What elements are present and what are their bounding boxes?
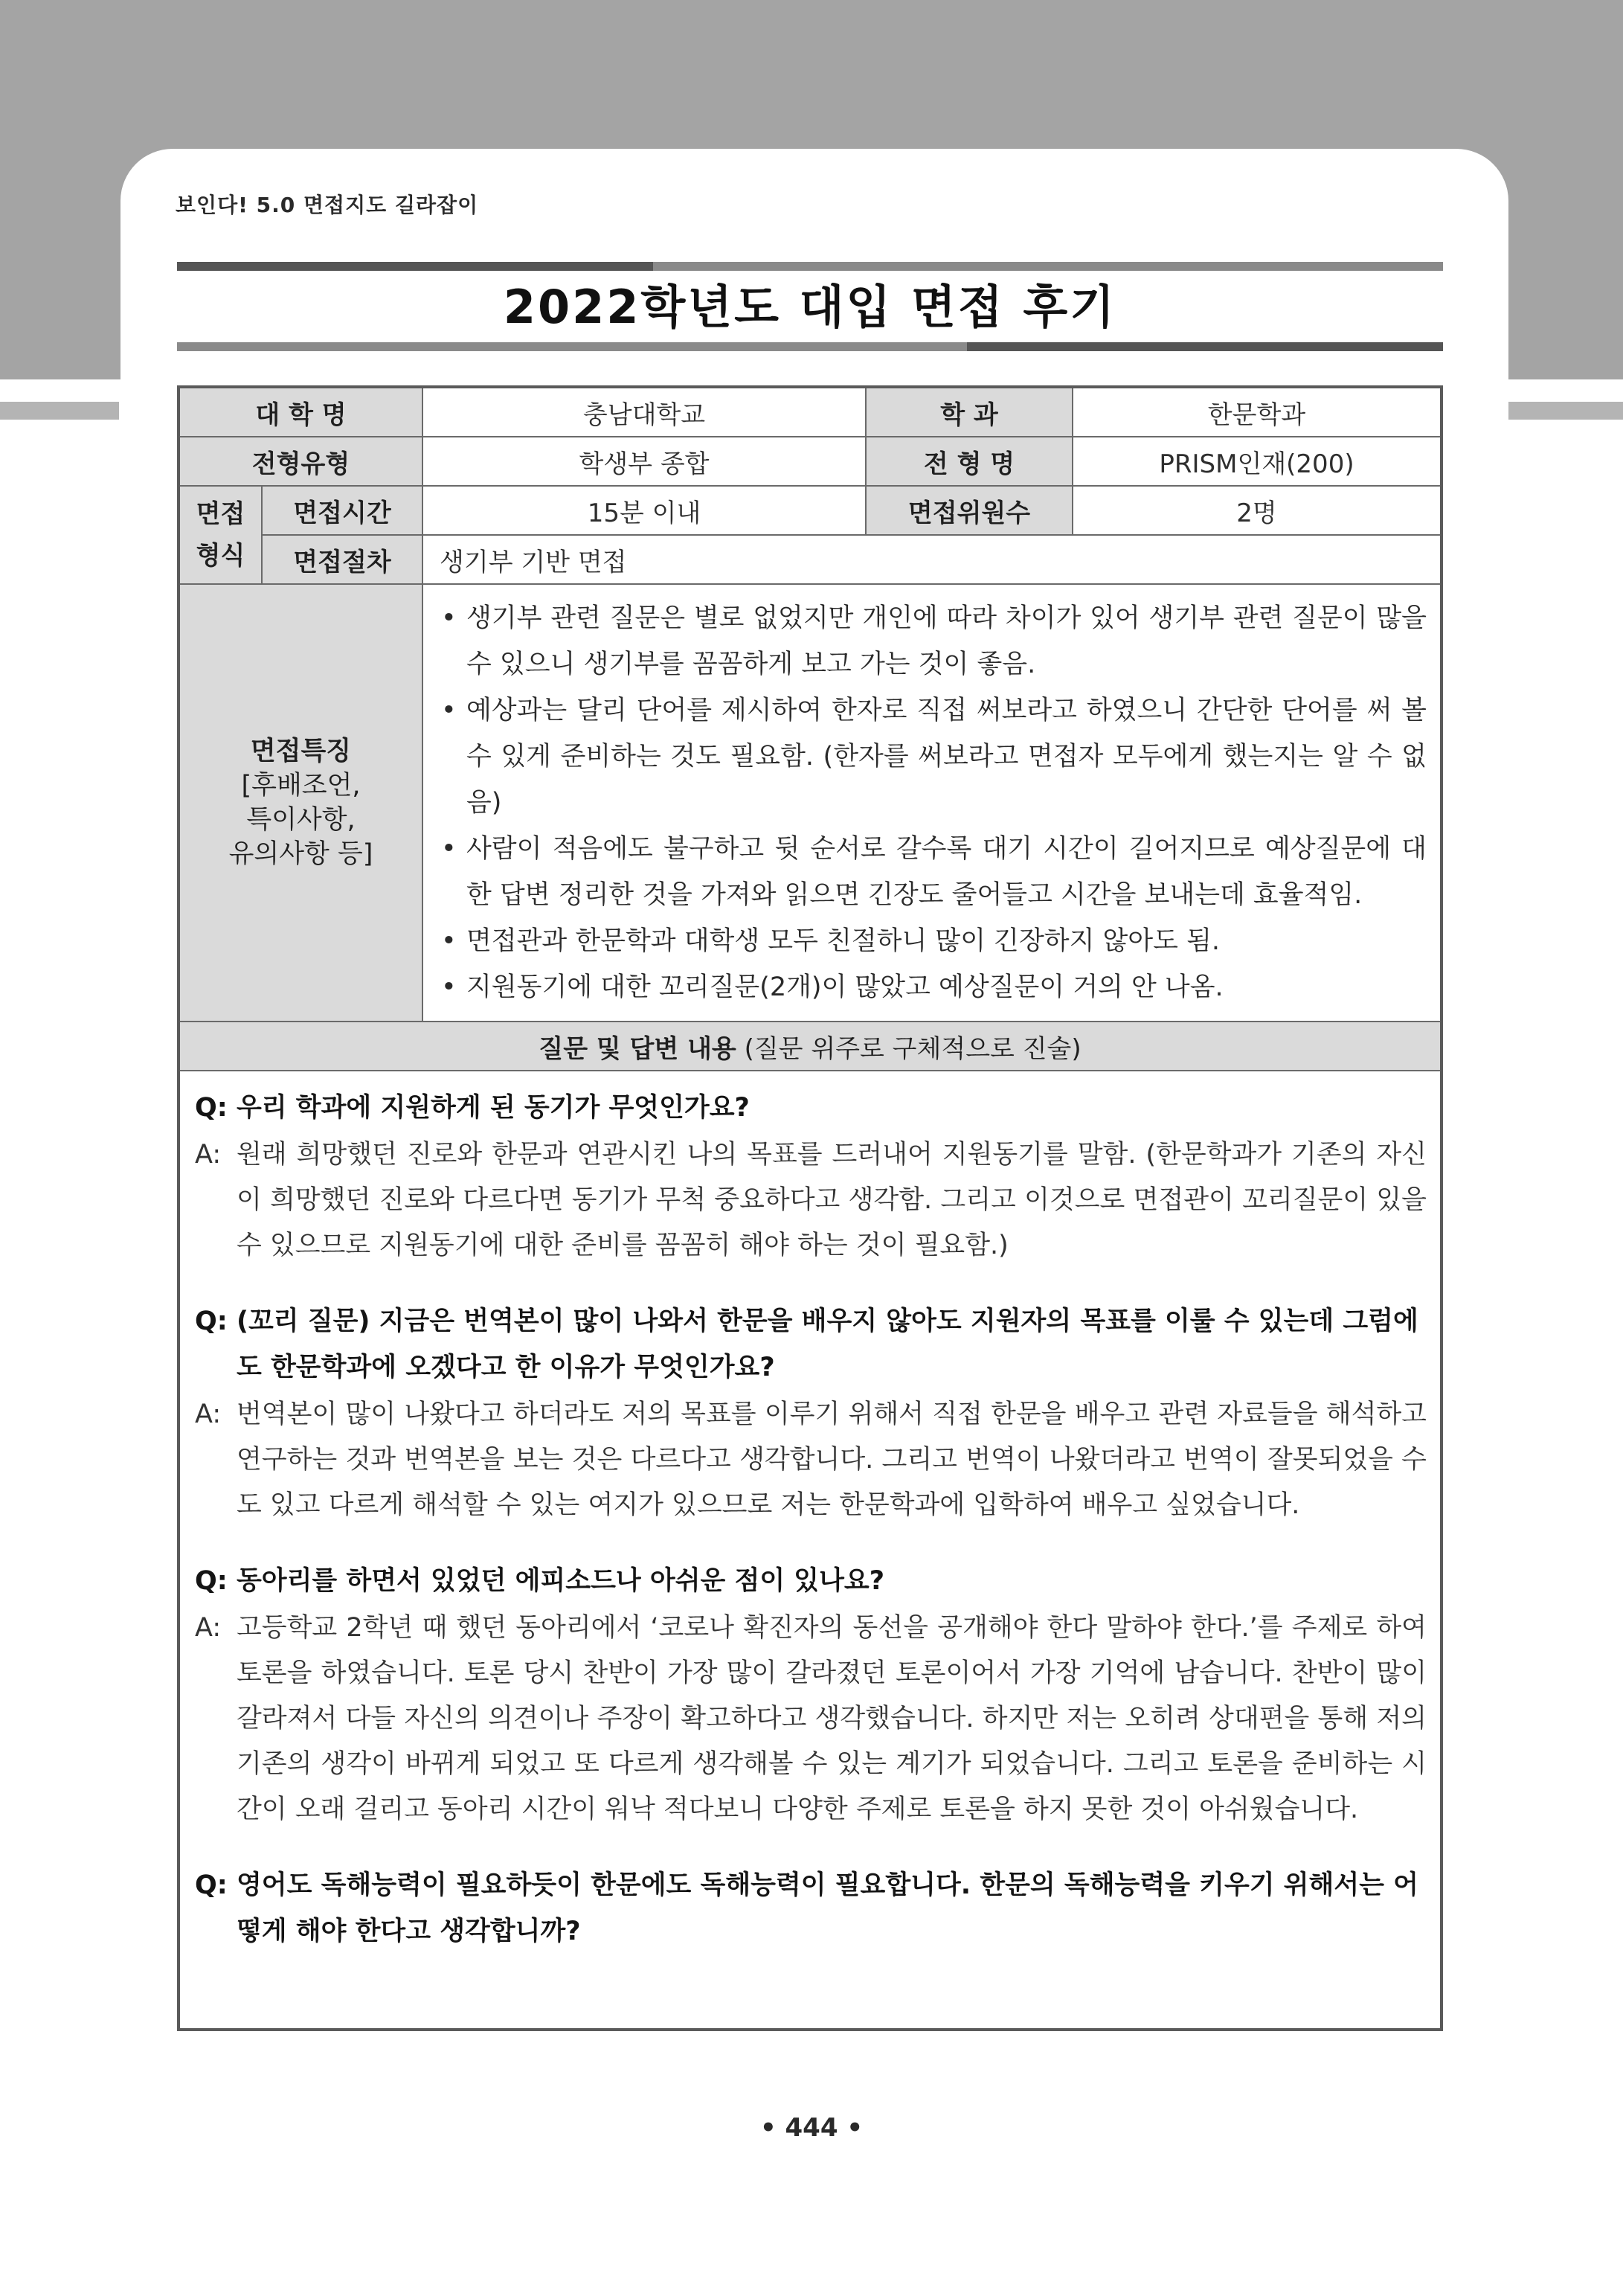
- answer-text: 번역본이 많이 나왔다고 하더라도 저의 목표를 이루기 위해서 직접 한문을 배우고 관련 자료들을 해석하고 연구하는 것과 번역본을 보는 것은 다르다고 생각합니다. 그리고 번역이 나왔더라고 번역이 잘못되었을 수도 있고 다르게 해석할 수 있는 여지가 있으므로 저는 한문학과에 입학하여 배우고 싶었습니다.: [237, 1399, 1427, 1520]
- question-text: 동아리를 하면서 있었던 에피소드나 아쉬운 점이 있나요?: [237, 1566, 885, 1596]
- feature-item: • 사람이 적음에도 불구하고 뒷 순서로 갈수록 대기 시간이 길어지므로 예상질문에 대한 답변 정리한 것을 가져와 읽으면 긴장도 줄어들고 시간을 보내는데 효율적임.: [437, 826, 1427, 918]
- answer-text: 원래 희망했던 진로와 한문과 연관시킨 나의 목표를 드러내어 지원동기를 말함. (한문학과가 기존의 자신이 희망했던 진로와 다르다면 동기가 무척 중요하다고 생각함. 그리고 이것으로 면접관이 꼬리질문이 있을 수 있으므로 지원동기에 대한 준비를 꼼꼼히 해야 하는 것이 필요함.): [237, 1140, 1427, 1260]
- page-number: • 444 •: [759, 2113, 864, 2143]
- admission-type-label: 전형유형: [180, 437, 422, 486]
- section-title-row: [180, 1022, 1440, 1071]
- interview-review-frame: [177, 385, 1443, 2031]
- title-rule-bottom: [177, 342, 1443, 351]
- q-mark: Q:: [195, 1566, 228, 1596]
- q-mark: Q:: [195, 1870, 228, 1900]
- info-row-university: [180, 388, 1440, 437]
- question: [195, 1298, 1427, 1391]
- qa-item: [195, 1085, 1427, 1269]
- university-label: 대 학 명: [180, 388, 422, 437]
- info-row-admission: [180, 437, 1440, 486]
- features-label-line4: 유의사항 등]: [228, 839, 373, 869]
- features-label: [180, 584, 422, 1022]
- department-value: 한문학과: [1073, 388, 1440, 437]
- question: [195, 1085, 1427, 1131]
- features-content: [422, 584, 1440, 1022]
- time-label: 면접시간: [262, 486, 422, 535]
- feature-item: • 생기부 관련 질문은 별로 없었지만 개인에 따라 차이가 있어 생기부 관련 질문이 많을 수 있으니 생기부를 꼼꼼하게 보고 가는 것이 좋음.: [437, 595, 1427, 687]
- answer: [195, 1132, 1427, 1269]
- answer: [195, 1392, 1427, 1528]
- question-text: 영어도 독해능력이 필요하듯이 한문에도 독해능력이 필요합니다. 한문의 독해능력을 키우기 위해서는 어떻게 해야 한다고 생각합니까?: [237, 1870, 1418, 1946]
- right-margin-stripe: [1504, 402, 1623, 420]
- admission-name-label: 전 형 명: [866, 437, 1073, 486]
- admission-name-value: PRISM인재(200): [1073, 437, 1440, 486]
- feature-item: • 면접관과 한문학과 대학생 모두 친절하니 많이 긴장하지 않아도 됨.: [437, 918, 1427, 964]
- department-label: 학 과: [866, 388, 1073, 437]
- info-row-time: [180, 486, 1440, 535]
- q-mark: Q:: [195, 1306, 228, 1336]
- features-label-line3: 특이사항,: [246, 805, 356, 835]
- question: [195, 1558, 1427, 1604]
- section-title-rest: (질문 위주로 구체적으로 진술): [736, 1033, 1082, 1064]
- info-row-procedure: [180, 535, 1440, 584]
- q-mark: Q:: [195, 1093, 228, 1123]
- section-title: [180, 1022, 1440, 1071]
- qa-section: [180, 1071, 1440, 1955]
- interviewers-label: 면접위원수: [866, 486, 1073, 535]
- admission-type-value: 학생부 종합: [422, 437, 866, 486]
- title-rule-top: [177, 262, 1443, 271]
- qa-item: [195, 1298, 1427, 1528]
- format-label-line2: 형식: [196, 541, 245, 571]
- time-value: 15분 이내: [422, 486, 866, 535]
- a-mark: A:: [195, 1399, 222, 1429]
- running-header: 보인다! 5.0 면접지도 길라잡이: [176, 193, 479, 217]
- a-mark: A:: [195, 1613, 222, 1643]
- format-label-line1: 면접: [196, 499, 245, 529]
- procedure-label: 면접절차: [262, 535, 422, 584]
- university-value: 충남대학교: [422, 388, 866, 437]
- question-text: 우리 학과에 지원하게 된 동기가 무엇인가요?: [237, 1093, 750, 1123]
- format-label: [180, 486, 262, 584]
- interviewers-value: 2명: [1073, 486, 1440, 535]
- question: [195, 1862, 1427, 1955]
- feature-item: • 지원동기에 대한 꼬리질문(2개)이 많았고 예상질문이 거의 안 나옴.: [437, 964, 1427, 1010]
- procedure-value: 생기부 기반 면접: [422, 535, 1440, 584]
- features-label-line2: [후배조언,: [241, 771, 361, 801]
- qa-item: [195, 1558, 1427, 1832]
- left-margin-stripe: [0, 402, 119, 420]
- feature-item: • 예상과는 달리 단어를 제시하여 한자로 직접 써보라고 하였으니 간단한 단어를 써 볼 수 있게 준비하는 것도 필요함. (한자를 써보라고 면접자 모두에게 했는지는 알 수 없음): [437, 687, 1427, 826]
- answer: [195, 1606, 1427, 1832]
- question-text: (꼬리 질문) 지금은 번역본이 많이 나와서 한문을 배우지 않아도 지원자의 목표를 이룰 수 있는데 그럼에도 한문학과에 오겠다고 한 이유가 무엇인가요?: [237, 1306, 1418, 1382]
- section-title-bold: 질문 및 답변 내용: [539, 1033, 736, 1064]
- answer-text: 고등학교 2학년 때 했던 동아리에서 ‘코로나 확진자의 동선을 공개해야 한다 말하야 한다.’를 주제로 하여 토론을 하였습니다. 토론 당시 찬반이 가장 많이 갈라졌던 토론이어서 가장 기억에 남습니다. 찬반이 많이 갈라져서 다들 자신의 의견이나 주장이 확고하다고 생각했습니다. 하지만 저는 오히려 상대편을 통해 저의 기존의 생각이 바뀌게 되었고 또 다르게 생각해볼 수 있는 계기가 되었습니다. 그리고 토론을 준비하는 시간이 오래 걸리고 동아리 시간이 워낙 적다보니 다양한 주제로 토론을 하지 못한 것이 아쉬웠습니다.: [237, 1613, 1427, 1824]
- info-row-features: [180, 584, 1440, 1022]
- features-label-title: 면접특징: [250, 737, 352, 766]
- features-list: [437, 595, 1427, 1010]
- page-title: 2022학년도 대입 면접 후기: [503, 280, 1117, 334]
- info-table: [180, 388, 1440, 1071]
- a-mark: A:: [195, 1140, 222, 1170]
- qa-item: [195, 1862, 1427, 1955]
